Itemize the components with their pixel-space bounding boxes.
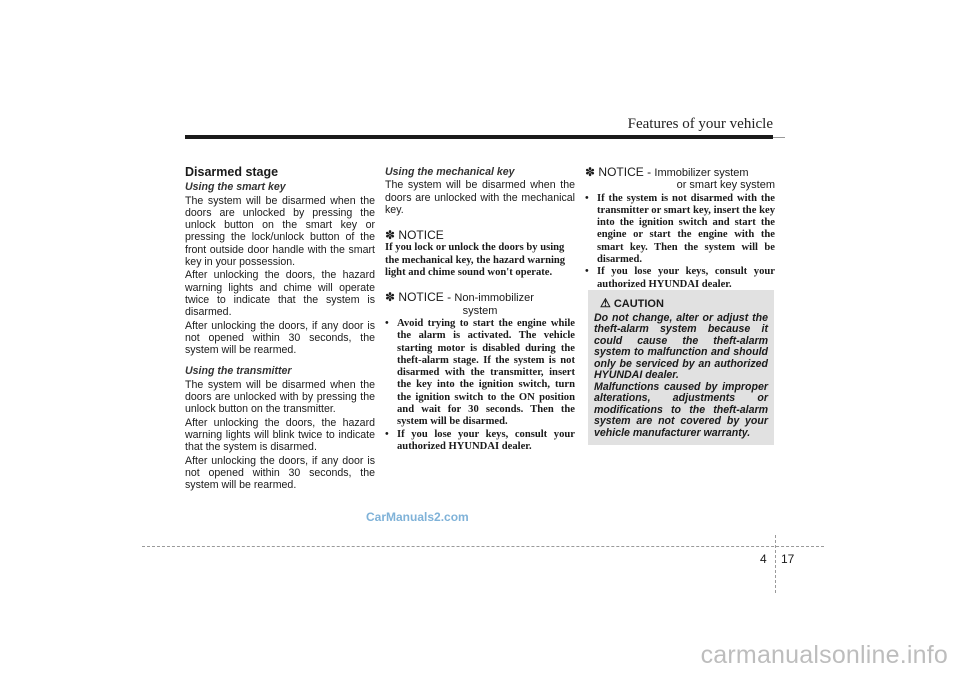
notice-body: If you lock or unlock the doors by using the mechanical key, the hazard warning light and chime sound won't operate. (385, 242, 566, 279)
chapter-number: 4 (760, 552, 767, 566)
notice-subtitle-line2: system (462, 304, 498, 317)
header-rule-extension (773, 137, 785, 138)
paragraph: The system will be disarmed when the doors are unlocked with the mechanical key. (385, 179, 575, 216)
notice-label: NOTICE - (398, 290, 452, 305)
paragraph: After unlocking the doors, if any door is not opened within 30 seconds, the system will be rearmed. (185, 454, 375, 492)
watermark-link[interactable]: CarManuals2.com (366, 510, 469, 524)
notice-label: NOTICE - (598, 165, 652, 179)
column-1 (185, 166, 375, 492)
paragraph: After unlocking the doors, the hazard warning lights will blink twice to indicate that the system is disarmed. (185, 416, 375, 454)
notice-subtitle-line2: or smart key system (676, 179, 775, 192)
site-logo: carmanualsonline.info (700, 641, 948, 669)
notice-star-icon: ✽ (585, 165, 596, 179)
paragraph: The system will be disarmed when the doors are unlocked with by pressing the unlock button on the transmitter. (185, 378, 375, 416)
notice-bullet-list (385, 318, 575, 453)
notice-star-icon: ✽ (385, 228, 396, 243)
subheading-transmitter: Using the transmitter (185, 365, 292, 378)
caution-box (588, 290, 774, 445)
notice-subtitle: Non-immobilizer (454, 292, 534, 305)
list-item: • If the system is not disarmed with the transmitter or smart key, insert the key into the ignition switch and start the engine or start the engine with the smart key. Then the system will be disarmed. (585, 193, 775, 267)
header-title: Features of your vehicle (627, 116, 773, 132)
notice-heading (385, 229, 575, 241)
warning-triangle-icon: ⚠ (600, 296, 611, 310)
column-2 (385, 166, 575, 453)
caution-paragraph: Malfunctions caused by improper alterations, adjustments or modifications to the theft-alarm system are not covered by your vehicle manufacturer warranty. (594, 380, 768, 439)
list-item: • If you lose your keys, consult your authorized HYUNDAI dealer. (385, 429, 575, 454)
header-rule (185, 135, 773, 139)
footer-vertical-divider (775, 535, 776, 593)
subheading-smart-key: Using the smart key (185, 181, 286, 194)
list-item: • Avoid trying to start the engine while the alarm is activated. The vehicle starting motor is disabled during the theft-alarm stage. If the system is not disarmed with the transmitter, insert the key into the ignition switch, turn the ignition switch to the ON position and wait for 30 seconds. Then the system will be disarmed. (385, 318, 575, 429)
subheading-mechanical-key: Using the mechanical key (385, 166, 515, 178)
list-item: • If you lose your keys, consult your authorized HYUNDAI dealer. (585, 266, 775, 291)
notice-star-icon: ✽ (385, 290, 396, 305)
notice-heading (585, 166, 775, 192)
notice-heading (385, 291, 575, 317)
notice-bullet-list (585, 193, 775, 291)
footer-divider (142, 546, 824, 547)
section-heading-disarmed: Disarmed stage (185, 165, 279, 179)
paragraph: The system will be disarmed when the doors are unlocked by pressing the unlock button on the smart key or pressing the lock/unlock button of the front outside door handle with the smart key in your possession. (185, 194, 375, 269)
notice-subtitle: Immobilizer system (654, 167, 749, 179)
paragraph: After unlocking the doors, the hazard warning lights and chime will operate twice to indicate that the system is disarmed. (185, 269, 375, 319)
notice-label: NOTICE (398, 228, 444, 243)
page-number: 17 (781, 552, 795, 566)
caution-label: CAUTION (613, 298, 664, 310)
caution-heading (600, 298, 768, 311)
paragraph: After unlocking the doors, if any door is not opened within 30 seconds, the system will be rearmed. (185, 319, 375, 357)
caution-paragraph: Do not change, alter or adjust the theft-alarm system because it could cause the theft-alarm system to malfunction and should only be serviced by an authorized HYUNDAI dealer. (594, 311, 768, 381)
column-3 (585, 166, 775, 291)
